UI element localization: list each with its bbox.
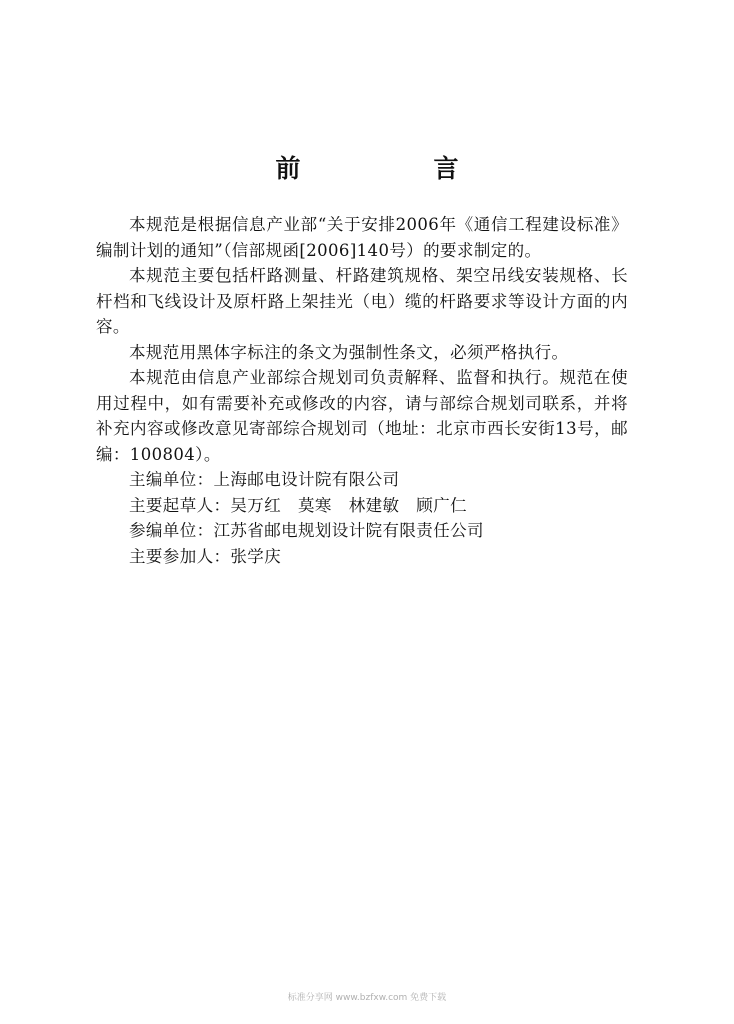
credit-chief-editor: 主编单位：上海邮电设计院有限公司	[129, 470, 400, 489]
paragraph-basis: 本规范是根据信息产业部“关于安排2006年《通信工程建设标准》编制计划的通知”（信部规函[2006]140号）的要求制定的。	[96, 215, 628, 260]
credit-main-participants: 主要参加人：张学庆	[129, 546, 282, 566]
preface-body	[96, 212, 628, 569]
credit-main-drafters: 主要起草人：吴万红 莫寒 林建敏 顾广仁	[129, 495, 467, 515]
footer-watermark: 标准分享网 www.bzfxw.com 免费下载	[287, 993, 447, 1003]
paragraph-scope: 本规范主要包括杆路测量、杆路建筑规格、架空吊线安装规格、长杆档和飞线设计及原杆路上架挂光（电）缆的杆路要求等设计方面的内容。	[96, 266, 628, 336]
paragraph-interpretation: 本规范由信息产业部综合规划司负责解释、监督和执行。规范在使用过程中，如有需要补充或修改的内容，请与部综合规划司联系，并将补充内容或修改意见寄部综合规划司（地址：北京市西长安街13号，邮编：100804）。	[96, 368, 628, 464]
page-title: 前 言	[275, 153, 513, 183]
paragraph-mandatory: 本规范用黑体字标注的条文为强制性条文，必须严格执行。	[129, 342, 569, 362]
credit-participating-unit: 参编单位：江苏省邮电规划设计院有限责任公司	[129, 521, 484, 540]
